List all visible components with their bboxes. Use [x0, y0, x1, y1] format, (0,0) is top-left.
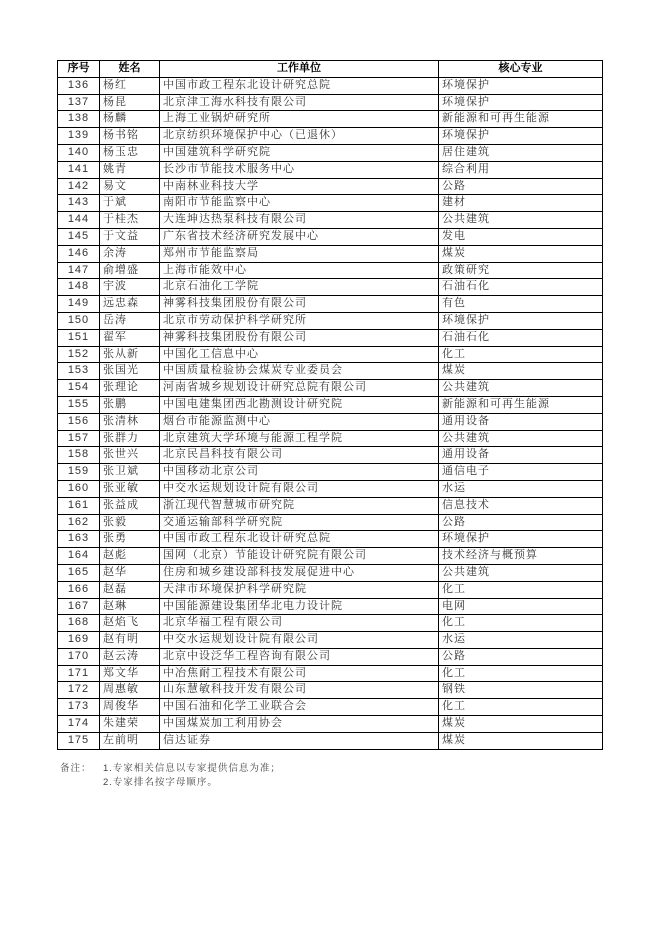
cell-index: 168	[58, 615, 100, 632]
cell-index: 151	[58, 329, 100, 346]
cell-organization: 北京市劳动保护科学研究所	[160, 312, 439, 329]
table-row	[58, 732, 603, 749]
cell-specialty: 化工	[439, 581, 603, 598]
table-row	[58, 228, 603, 245]
cell-organization: 中交水运规划设计院有限公司	[160, 480, 439, 497]
cell-organization: 中国能源建设集团华北电力设计院	[160, 598, 439, 615]
cell-name: 赵磊	[100, 581, 160, 598]
cell-specialty: 政策研究	[439, 262, 603, 279]
cell-index: 155	[58, 396, 100, 413]
cell-index: 145	[58, 228, 100, 245]
cell-index: 157	[58, 430, 100, 447]
table-row	[58, 161, 603, 178]
cell-index: 136	[58, 77, 100, 94]
cell-index: 175	[58, 732, 100, 749]
cell-organization: 中国煤炭加工利用协会	[160, 716, 439, 733]
table-row	[58, 262, 603, 279]
cell-specialty: 化工	[439, 615, 603, 632]
cell-organization: 北京中设泛华工程咨询有限公司	[160, 648, 439, 665]
note-item: 2.专家排名按字母顺序。	[103, 777, 218, 788]
cell-name: 周俊华	[100, 699, 160, 716]
cell-specialty: 煤炭	[439, 245, 603, 262]
cell-specialty: 环境保护	[439, 94, 603, 111]
cell-organization: 郑州市节能监察局	[160, 245, 439, 262]
cell-specialty: 水运	[439, 480, 603, 497]
cell-specialty: 技术经济与概预算	[439, 548, 603, 565]
cell-specialty: 化工	[439, 346, 603, 363]
table-row	[58, 648, 603, 665]
cell-organization: 烟台市能源监测中心	[160, 413, 439, 430]
cell-index: 164	[58, 548, 100, 565]
table-row	[58, 94, 603, 111]
table-row	[58, 464, 603, 481]
cell-organization: 上海市能效中心	[160, 262, 439, 279]
table-row	[58, 615, 603, 632]
cell-organization: 信达证券	[160, 732, 439, 749]
cell-name: 周惠敏	[100, 682, 160, 699]
cell-organization: 交通运输部科学研究院	[160, 514, 439, 531]
cell-organization: 北京津工海水科技有限公司	[160, 94, 439, 111]
cell-organization: 北京石油化工学院	[160, 279, 439, 296]
table-row	[58, 665, 603, 682]
table-row	[58, 144, 603, 161]
note-item: 1.专家相关信息以专家提供信息为准；	[103, 763, 281, 774]
cell-specialty: 建材	[439, 195, 603, 212]
cell-name: 张亚敏	[100, 480, 160, 497]
cell-name: 岳涛	[100, 312, 160, 329]
table-row	[58, 77, 603, 94]
cell-name: 张群力	[100, 430, 160, 447]
cell-organization: 中国建筑科学研究院	[160, 144, 439, 161]
cell-specialty: 石油石化	[439, 329, 603, 346]
cell-name: 于桂杰	[100, 212, 160, 229]
cell-specialty: 公路	[439, 514, 603, 531]
cell-organization: 中国市政工程东北设计研究总院	[160, 77, 439, 94]
table-row	[58, 128, 603, 145]
expert-table	[57, 60, 603, 750]
table-row	[58, 564, 603, 581]
cell-name: 张理论	[100, 380, 160, 397]
cell-specialty: 新能源和可再生能源	[439, 111, 603, 128]
cell-index: 171	[58, 665, 100, 682]
cell-index: 156	[58, 413, 100, 430]
cell-name: 张勇	[100, 531, 160, 548]
cell-specialty: 钢铁	[439, 682, 603, 699]
cell-organization: 中国质量检验协会煤炭专业委员会	[160, 363, 439, 380]
cell-name: 杨书铭	[100, 128, 160, 145]
table-row	[58, 581, 603, 598]
cell-organization: 天津市环境保护科学研究院	[160, 581, 439, 598]
cell-index: 142	[58, 178, 100, 195]
cell-index: 167	[58, 598, 100, 615]
cell-name: 翟军	[100, 329, 160, 346]
cell-specialty: 居住建筑	[439, 144, 603, 161]
cell-name: 郑文华	[100, 665, 160, 682]
cell-specialty: 公共建筑	[439, 430, 603, 447]
cell-specialty: 发电	[439, 228, 603, 245]
cell-name: 朱建荣	[100, 716, 160, 733]
table-row	[58, 413, 603, 430]
cell-name: 杨麟	[100, 111, 160, 128]
cell-specialty: 水运	[439, 632, 603, 649]
cell-index: 148	[58, 279, 100, 296]
cell-organization: 中南林业科技大学	[160, 178, 439, 195]
cell-organization: 上海工业锅炉研究所	[160, 111, 439, 128]
cell-name: 赵彪	[100, 548, 160, 565]
cell-name: 赵有明	[100, 632, 160, 649]
header-specialty: 核心专业	[439, 61, 603, 78]
cell-name: 于文益	[100, 228, 160, 245]
cell-organization: 南阳市节能监察中心	[160, 195, 439, 212]
cell-organization: 北京纺织环境保护中心（已退休）	[160, 128, 439, 145]
table-row	[58, 212, 603, 229]
cell-index: 174	[58, 716, 100, 733]
cell-organization: 神雾科技集团股份有限公司	[160, 296, 439, 313]
cell-name: 余涛	[100, 245, 160, 262]
cell-name: 张卫斌	[100, 464, 160, 481]
cell-index: 137	[58, 94, 100, 111]
header-organization: 工作单位	[160, 61, 439, 78]
cell-organization: 国网（北京）节能设计研究院有限公司	[160, 548, 439, 565]
cell-specialty: 电网	[439, 598, 603, 615]
table-row	[58, 699, 603, 716]
cell-name: 张毅	[100, 514, 160, 531]
cell-index: 173	[58, 699, 100, 716]
cell-name: 赵华	[100, 564, 160, 581]
table-row	[58, 111, 603, 128]
cell-name: 张从新	[100, 346, 160, 363]
table-row	[58, 363, 603, 380]
cell-specialty: 公共建筑	[439, 380, 603, 397]
table-row	[58, 346, 603, 363]
cell-index: 169	[58, 632, 100, 649]
cell-organization: 住房和城乡建设部科技发展促进中心	[160, 564, 439, 581]
cell-index: 162	[58, 514, 100, 531]
cell-organization: 浙江现代智慧城市研究院	[160, 497, 439, 514]
table-row	[58, 632, 603, 649]
cell-index: 150	[58, 312, 100, 329]
cell-index: 143	[58, 195, 100, 212]
table-row	[58, 195, 603, 212]
cell-specialty: 新能源和可再生能源	[439, 396, 603, 413]
cell-organization: 山东慧敏科技开发有限公司	[160, 682, 439, 699]
table-row	[58, 279, 603, 296]
table-row	[58, 716, 603, 733]
table-row	[58, 548, 603, 565]
cell-index: 166	[58, 581, 100, 598]
cell-specialty: 公路	[439, 178, 603, 195]
cell-specialty: 有色	[439, 296, 603, 313]
cell-specialty: 化工	[439, 699, 603, 716]
cell-index: 158	[58, 447, 100, 464]
cell-specialty: 煤炭	[439, 363, 603, 380]
cell-name: 赵琳	[100, 598, 160, 615]
cell-specialty: 通信电子	[439, 464, 603, 481]
table-row	[58, 598, 603, 615]
cell-index: 163	[58, 531, 100, 548]
table-row	[58, 396, 603, 413]
notes-label: 备注：	[60, 763, 92, 774]
header-index: 序号	[58, 61, 100, 78]
cell-organization: 中国石油和化学工业联合会	[160, 699, 439, 716]
cell-organization: 中国移动北京公司	[160, 464, 439, 481]
cell-index: 161	[58, 497, 100, 514]
cell-name: 张益成	[100, 497, 160, 514]
cell-specialty: 环境保护	[439, 128, 603, 145]
table-row	[58, 480, 603, 497]
cell-name: 张国光	[100, 363, 160, 380]
cell-index: 154	[58, 380, 100, 397]
cell-name: 张鹏	[100, 396, 160, 413]
cell-specialty: 通用设备	[439, 447, 603, 464]
cell-specialty: 环境保护	[439, 531, 603, 548]
cell-specialty: 通用设备	[439, 413, 603, 430]
cell-organization: 神雾科技集团股份有限公司	[160, 329, 439, 346]
cell-name: 姚青	[100, 161, 160, 178]
cell-index: 159	[58, 464, 100, 481]
cell-organization: 广东省技术经济研究发展中心	[160, 228, 439, 245]
cell-specialty: 石油石化	[439, 279, 603, 296]
cell-organization: 中国化工信息中心	[160, 346, 439, 363]
table-row	[58, 329, 603, 346]
cell-index: 149	[58, 296, 100, 313]
cell-specialty: 化工	[439, 665, 603, 682]
cell-index: 144	[58, 212, 100, 229]
cell-name: 赵焰飞	[100, 615, 160, 632]
cell-name: 于斌	[100, 195, 160, 212]
cell-name: 易文	[100, 178, 160, 195]
cell-specialty: 公共建筑	[439, 212, 603, 229]
cell-index: 172	[58, 682, 100, 699]
cell-organization: 中国市政工程东北设计研究总院	[160, 531, 439, 548]
table-row	[58, 380, 603, 397]
cell-organization: 中国电建集团西北勘测设计研究院	[160, 396, 439, 413]
cell-organization: 河南省城乡规划设计研究总院有限公司	[160, 380, 439, 397]
cell-name: 杨红	[100, 77, 160, 94]
cell-organization: 北京民昌科技有限公司	[160, 447, 439, 464]
table-row	[58, 682, 603, 699]
table-row	[58, 312, 603, 329]
cell-index: 170	[58, 648, 100, 665]
table-row	[58, 531, 603, 548]
cell-organization: 中交水运规划设计院有限公司	[160, 632, 439, 649]
cell-organization: 北京华福工程有限公司	[160, 615, 439, 632]
table-row	[58, 178, 603, 195]
cell-specialty: 信息技术	[439, 497, 603, 514]
cell-index: 147	[58, 262, 100, 279]
cell-index: 146	[58, 245, 100, 262]
cell-index: 153	[58, 363, 100, 380]
table-row	[58, 296, 603, 313]
cell-index: 152	[58, 346, 100, 363]
table-header-row	[58, 61, 603, 78]
cell-name: 远忠森	[100, 296, 160, 313]
cell-organization: 大连坤达热泵科技有限公司	[160, 212, 439, 229]
cell-organization: 北京建筑大学环境与能源工程学院	[160, 430, 439, 447]
cell-index: 139	[58, 128, 100, 145]
cell-name: 杨昆	[100, 94, 160, 111]
cell-organization: 中冶焦耐工程技术有限公司	[160, 665, 439, 682]
table-row	[58, 430, 603, 447]
cell-name: 张世兴	[100, 447, 160, 464]
cell-index: 140	[58, 144, 100, 161]
cell-name: 杨玉忠	[100, 144, 160, 161]
cell-organization: 长沙市节能技术服务中心	[160, 161, 439, 178]
table-row	[58, 447, 603, 464]
header-name: 姓名	[100, 61, 160, 78]
cell-specialty: 综合利用	[439, 161, 603, 178]
cell-specialty: 煤炭	[439, 732, 603, 749]
table-row	[58, 245, 603, 262]
cell-index: 160	[58, 480, 100, 497]
cell-specialty: 煤炭	[439, 716, 603, 733]
cell-name: 宇波	[100, 279, 160, 296]
table-row	[58, 514, 603, 531]
cell-index: 138	[58, 111, 100, 128]
cell-name: 俞增盛	[100, 262, 160, 279]
cell-name: 左前明	[100, 732, 160, 749]
cell-index: 165	[58, 564, 100, 581]
cell-name: 张清林	[100, 413, 160, 430]
cell-index: 141	[58, 161, 100, 178]
cell-specialty: 公共建筑	[439, 564, 603, 581]
table-row	[58, 497, 603, 514]
cell-specialty: 环境保护	[439, 77, 603, 94]
cell-name: 赵云涛	[100, 648, 160, 665]
cell-specialty: 环境保护	[439, 312, 603, 329]
cell-specialty: 公路	[439, 648, 603, 665]
